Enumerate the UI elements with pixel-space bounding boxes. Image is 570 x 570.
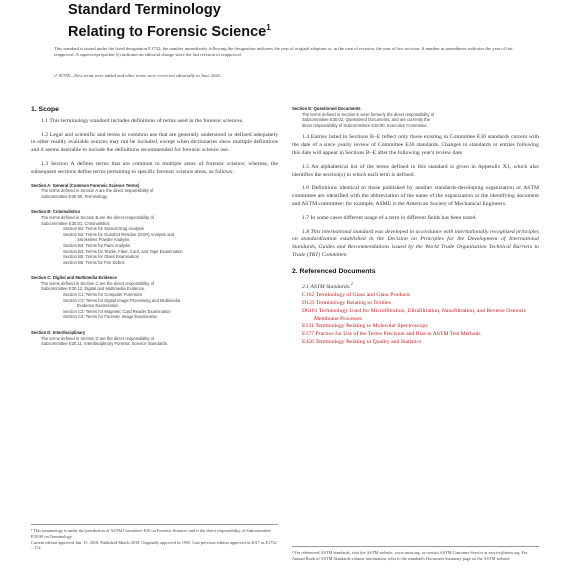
scope-paragraph-3: 1.3 Section A defines terms that are common to multiple areas of forensic science; whereas, the subsequent sections define terms pertaining to specific forensic science areas, as follows: xyxy=(31,160,278,175)
footnote-edition: Current edition approved Jan. 15, 2018. Published March 2018. Originally approved in 1995. Last previous edition approved in 2017 as E1732 – 17a. xyxy=(31,539,277,551)
scope-heading: 1. Scope xyxy=(31,106,59,113)
section-item: Section C4: Terms for Forensic Image Examination xyxy=(63,314,158,320)
section-item: Section B6: Terms for Fire Debris xyxy=(63,259,125,265)
section-desc: Subcommittee E30.02, Questioned Documents, and are currently the xyxy=(302,117,431,123)
section-title: Section D: Interdisciplinary xyxy=(31,330,86,336)
scope-paragraph-4: 1.4 Entries listed in Sections B–E reflect only those existing in Committee E30 standards current with the date of a since yearly review of Committee E30 standards. Changes to standards or entries following this date will appear in Sections B–E after the following year's review date. xyxy=(292,134,539,156)
reference-code[interactable]: E177 xyxy=(302,331,315,338)
reference-code[interactable]: C162 xyxy=(302,292,315,299)
section-item: Section B3: Terms for Paint Analysis xyxy=(63,242,131,248)
page-title xyxy=(68,2,271,41)
section-a-block xyxy=(31,183,278,200)
scope-paragraph-6: 1.6 Definitions identical to those published by another standards-developing organization or ASTM committee are identified with the abbreviation of the name of the organization or the identifying document and ASTM committee; for example, ASME is the American Society of Mechanical Engineers. xyxy=(292,185,539,207)
section-desc: Subcommittee E30.11, Interdisciplinary Forensic Science Standards. xyxy=(41,341,169,347)
scope-paragraph-2: 1.2 Legal and scientific and terms in common use that are generally understood or defined adequately in other readily available sources may not be included, except when dictionaries show multiple definitions and it seems desirable to include the definitions recommended for forensic science use. xyxy=(31,131,278,154)
section-desc: direct responsibility of Subcommittee E30.90, Executive Committee. xyxy=(302,122,428,128)
scope-paragraph-5: 1.5 An alphabetical list of the terms defined in this standard is given in Appendix X1, which also identifies the section(s) in which each term is defined. xyxy=(292,163,539,178)
reference-title[interactable]: Terminology Relating to Textiles xyxy=(315,300,392,307)
editorial-note: ε¹ NOTE—New terms were added and other terms were corrected editorially in June 2020. xyxy=(54,73,222,78)
reference-title[interactable]: Terminology Relating to Molecular Spectroscopy xyxy=(315,323,429,330)
section-e-block xyxy=(292,106,539,128)
section-item: Section C3: Terms for Magnetic Card Reader Examination xyxy=(63,308,171,314)
scope-paragraph-8: 1.8 This international standard was developed in accordance with internationally recognized principles on standardization established in the Decision on Principles for the Development of International Standards, Guides and Recommendations issued by the World Trade Organization Technical Barriers to Trade (TBT) Committee. xyxy=(292,228,539,258)
reference-title[interactable]: Terminology Used for Microfiltration, Ultrafiltration, Nanofiltration, and Reverse Osmosis Membrane Processes xyxy=(314,307,526,322)
section-item: Section B2: Terms for Gunshot Residue (GSR) Analysis and xyxy=(63,231,175,237)
section-item: Section B5: Terms for Glass Examination xyxy=(63,254,140,260)
title-line-1: Standard Terminology xyxy=(68,2,221,18)
section-item: Smokeless Powder Analysis xyxy=(77,237,130,243)
reference-entry[interactable] xyxy=(292,300,539,308)
scope-paragraph-1: 1.1 This terminology standard includes definitions of terms used in the forensic sciences. xyxy=(41,117,244,124)
reference-code[interactable]: D123 xyxy=(302,300,315,307)
right-column xyxy=(292,106,539,347)
footnote-2: ² For referenced ASTM standards, visit the ASTM website, www.astm.org, or contact ASTM Customer Service at service@astm.org. For Annual Book of ASTM Standards volume information, refer to the standard's Document Summary page on the ASTM website. xyxy=(292,546,539,562)
section-desc: The terms defined in Section C are the direct responsibility of xyxy=(41,280,155,286)
reference-code[interactable]: D6161 xyxy=(302,307,318,314)
section-title: Section A: General (Common Forensic Science Terms) xyxy=(31,182,140,188)
reference-code[interactable]: E456 xyxy=(302,339,315,345)
astm-standards-label: 2.1 ASTM Standards:$^2$ xyxy=(302,280,353,290)
section-item: Section C1: Terms for Computer Forensics xyxy=(63,292,143,298)
referenced-documents-heading: 2. Referenced Documents xyxy=(292,267,376,275)
reference-title[interactable]: Terminology Relating to Quality and Statistics xyxy=(315,339,422,345)
section-b-block xyxy=(31,209,278,265)
reference-entry[interactable] xyxy=(292,292,539,300)
reference-code[interactable]: E131 xyxy=(302,323,315,330)
issuance-notice: This standard is issued under the fixed designation E1732; the number immediately following the designation indicates the year of original adoption or, in the case of revision, the year of last revision. A number in parentheses indicates the year of last reapproval. A superscript epsilon (ε) indicates an editorial change since the last revision or reapproval. xyxy=(54,46,513,58)
section-desc: Subcommittee E30.01, Criminalistics. xyxy=(41,220,111,226)
section-title: Section C: Digital and Multimedia Evidence xyxy=(31,275,117,281)
astm-footnote-mark: 2 xyxy=(350,280,353,286)
section-title: Section E: Questioned Documents xyxy=(292,106,361,111)
section-title: Section B: Criminalistics xyxy=(31,209,81,215)
section-desc: Subcommittee E30.90, Terminology. xyxy=(41,193,108,199)
section-desc: The terms defined in Section D are the direct responsibility of xyxy=(41,335,155,341)
section-desc: The terms defined in Section B are the direct responsibility of xyxy=(41,214,154,220)
left-column xyxy=(31,106,278,353)
footnotes-left xyxy=(31,524,278,551)
title-line-2: Relating to Forensic Science$^1$ xyxy=(68,23,271,40)
section-d-block xyxy=(31,330,278,347)
reference-entry[interactable] xyxy=(292,339,539,347)
section-item: Section B4: Terms for Textile, Fiber, Cord, and Tape Examination xyxy=(63,248,183,254)
section-desc: The terms defined in Section A are the direct responsibility of xyxy=(41,188,154,194)
section-desc: The terms defined in Section E were formerly the direct responsibility of xyxy=(302,111,435,117)
section-c-block xyxy=(31,275,278,320)
section-item: Section B1: Terms for Seized-Drug Analysis xyxy=(63,226,144,232)
reference-entry[interactable] xyxy=(292,308,539,324)
reference-title[interactable]: Terminology of Glass and Glass Products xyxy=(315,292,411,299)
reference-title[interactable]: Practice for Use of the Terms Precision and Bias in ASTM Test Methods xyxy=(315,331,481,338)
section-item: Section C2: Terms for Digital Image Processing and Multimedia xyxy=(63,297,181,303)
section-desc: Subcommittee E30.12, Digital and Multimedia Evidence. xyxy=(41,286,146,292)
scope-paragraph-7: 1.7 In some cases different usage of a term in different fields has been noted. xyxy=(302,214,477,221)
title-footnote-mark: 1 xyxy=(266,23,271,32)
reference-entry[interactable] xyxy=(292,331,539,339)
footnote-1: ¹ This terminology is under the jurisdiction of ASTM Committee E30 on Forensic Sciences and is the direct responsibility of Subcommittee E30.90 on Terminology. xyxy=(31,528,272,539)
section-item: Evidence Examination xyxy=(77,303,119,309)
